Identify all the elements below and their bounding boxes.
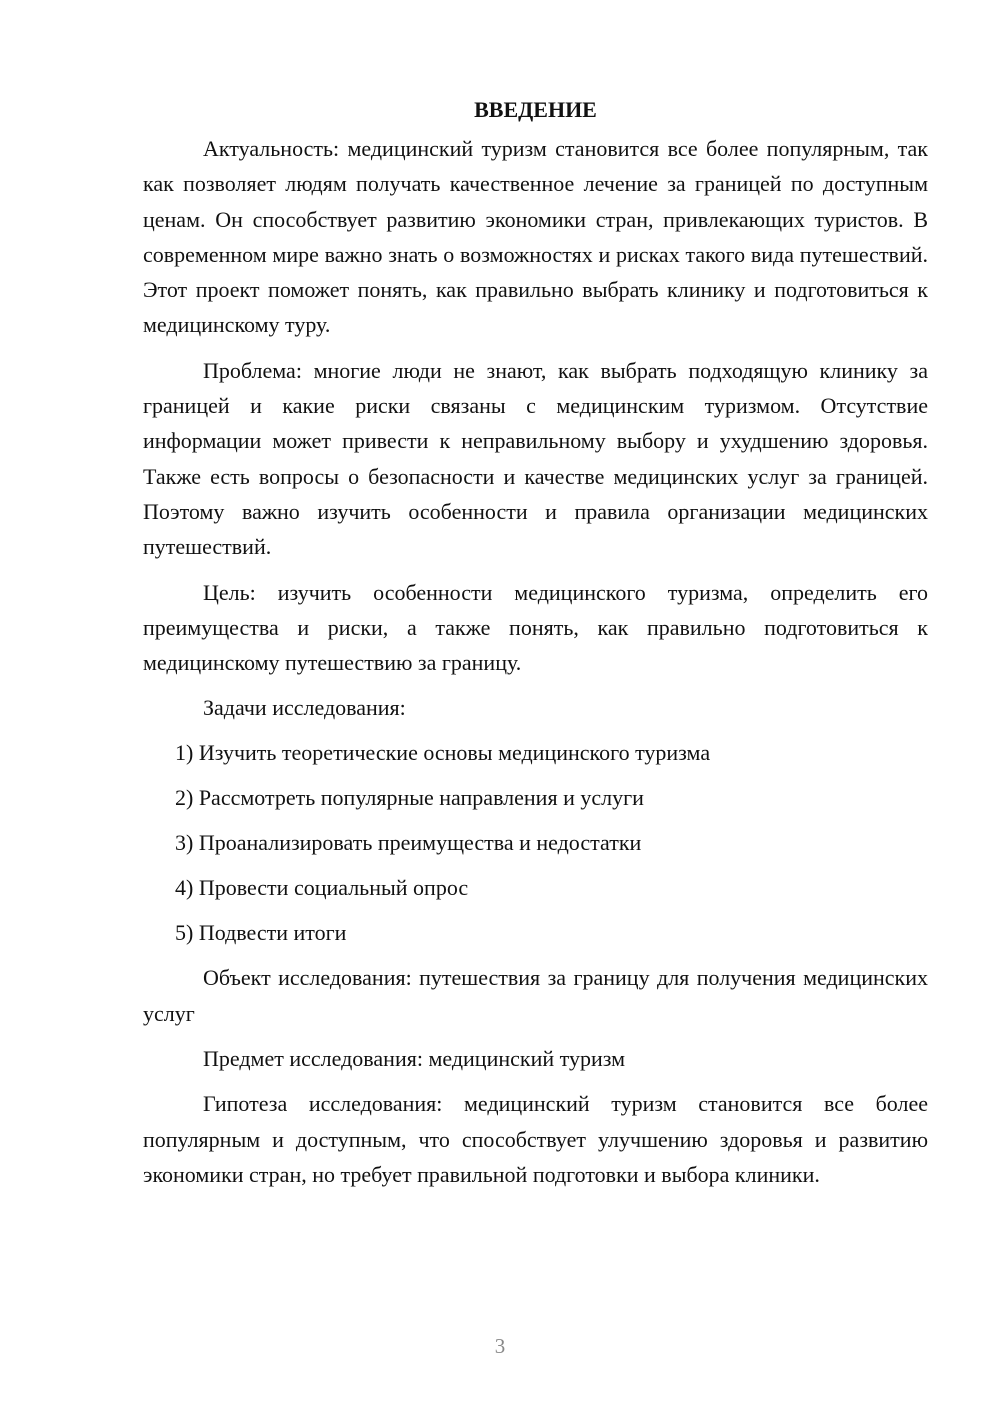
- object-paragraph: Объект исследования: путешествия за границу для получения медицинских услуг: [143, 965, 928, 1026]
- task-item: 3) Проанализировать преимущества и недостатки: [175, 830, 642, 856]
- tasks-heading: Задачи исследования:: [203, 695, 406, 721]
- tasks-list: [143, 735, 928, 950]
- task-item: 5) Подвести итоги: [175, 920, 347, 946]
- page-number: 3: [494, 1334, 506, 1358]
- page-content: [143, 92, 928, 1192]
- task-item: 4) Провести социальный опрос: [175, 875, 469, 901]
- subject-paragraph: Предмет исследования: медицинский туризм: [203, 1046, 626, 1072]
- problem-paragraph: Проблема: многие люди не знают, как выбрать подходящую клинику за границей и какие риски связаны с медицинским туризмом. Отсутствие информации может привести к неправильному выбору и ухудшению здоровья. Также есть вопросы о безопасности и качестве медицинских услуг за границей. Поэтому важно изучить особенности и правила организации медицинских путешествий.: [143, 357, 928, 560]
- task-item: 2) Рассмотреть популярные направления и услуги: [175, 785, 644, 811]
- section-title: ВВЕДЕНИЕ: [474, 97, 597, 122]
- goal-paragraph: Цель: изучить особенности медицинского туризма, определить его преимущества и риски, а также понять, как правильно подготовиться к медицинскому путешествию за границу.: [143, 579, 928, 676]
- hypothesis-paragraph: Гипотеза исследования: медицинский туризм становится все более популярным и доступным, что способствует улучшению здоровья и развитию экономики стран, но требует правильной подготовки и выбора клиники.: [143, 1091, 928, 1187]
- task-item: 1) Изучить теоретические основы медицинского туризма: [175, 740, 711, 766]
- relevance-paragraph: Актуальность: медицинский туризм становится все более популярным, так как позволяет людям получать качественное лечение за границей по доступным ценам. Он способствует развитию экономики стран, привлекающих туристов. В современном мире важно знать о возможностях и рисках такого вида путешествий. Этот проект поможет понять, как правильно выбрать клинику и подготовиться к медицинскому туру.: [143, 136, 928, 338]
